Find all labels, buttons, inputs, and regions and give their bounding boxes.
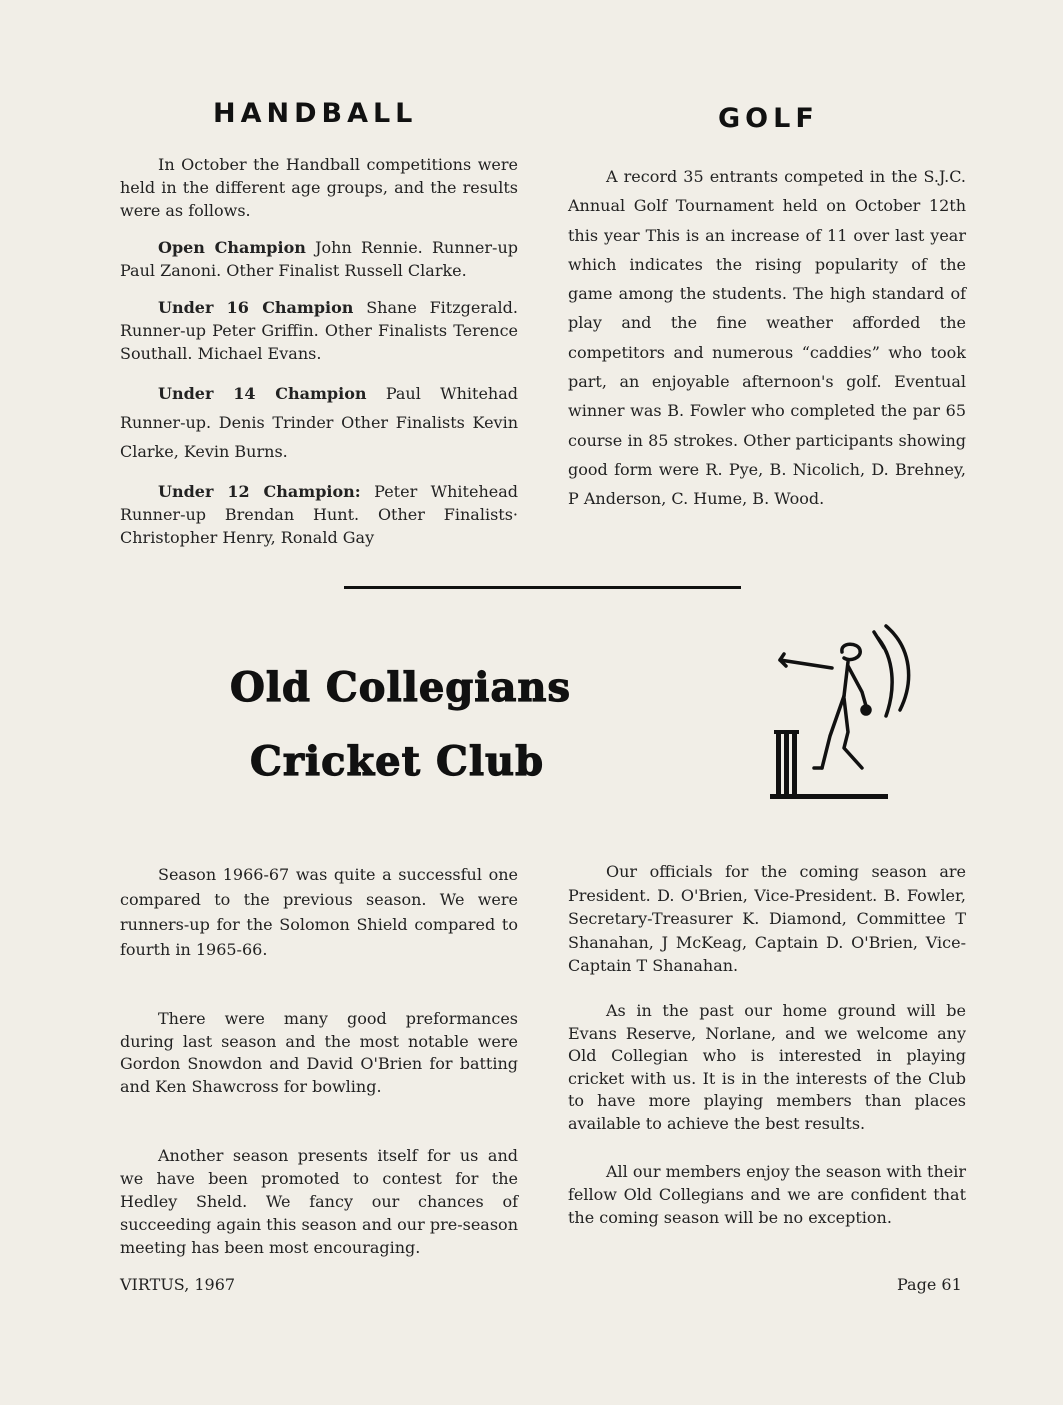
handball-section [120, 153, 518, 563]
section-divider [344, 586, 741, 589]
handball-heading: HANDBALL [213, 98, 418, 129]
handball-intro: In October the Handball competitions were held in the different age groups, and the results were as follows. [120, 155, 518, 220]
footer-page-number: Page 61 [897, 1275, 962, 1294]
club-title-line1: Old Collegians [230, 664, 571, 711]
cricket-paragraph: There were many good preformances during last season and the most notable were Gordon Snowdon and David O'Brien for batting and Ken Shawcross for bowling. [120, 1009, 518, 1096]
result-text: Paul Whitehad Runner-up. Denis Trinder Other Finalists Kevin Clarke, Kevin Burns. [120, 384, 518, 461]
result-lead: Open Champion [158, 238, 306, 257]
cricketer-bowling-icon [770, 618, 920, 803]
cricket-right-column [568, 860, 966, 1243]
cricket-paragraph: Season 1966-67 was quite a successful one compared to the previous season. We were runners-up for the Solomon Shield compared to fourth in 1965-66. [120, 865, 518, 959]
golf-text: A record 35 entrants competed in the S.J.C. Annual Golf Tournament held on October 12th this year This is an increase of 11 over last year which indicates the rising popularity of the game among the students. The high standard of play and the fine weather afforded the competitors and numerous “caddies” who took part, an enjoyable afternoon's golf. Eventual winner was B. Fowler who completed the par 65 course in 85 strokes. Other participants showing good form were R. Pye, B. Nicolich, D. Brehney, P Anderson, C. Hume, B. Wood. [568, 167, 966, 509]
result-text: Shane Fitzgerald. Runner-up Peter Griffin. Other Finalists Terence Southall. Michael Evans. [120, 298, 518, 363]
cricket-paragraph: Another season presents itself for us and we have been promoted to contest for the Hedley Sheld. We fancy our chances of succeeding again this season and our pre-season meeting has been most encouraging. [120, 1146, 518, 1258]
cricket-paragraph: All our members enjoy the season with their fellow Old Collegians and we are confident that the coming season will be no exception. [568, 1161, 966, 1227]
handball-result-under12 [120, 480, 518, 549]
club-title-line2: Cricket Club [250, 738, 545, 785]
result-lead: Under 14 Champion [158, 384, 367, 403]
cricket-left-column [120, 862, 518, 1273]
golf-section [568, 162, 966, 528]
cricket-paragraph: As in the past our home ground will be Evans Reserve, Norlane, and we welcome any Old Collegian who is interested in playing cricket with us. It is in the interests of the Club to have more playing members than places available to achieve the best results. [568, 1000, 966, 1133]
result-lead: Under 12 Champion: [158, 482, 361, 501]
handball-result-under16 [120, 296, 518, 365]
cricket-paragraph: Our officials for the coming season are President. D. O'Brien, Vice-President. B. Fowler, Secretary-Treasurer K. Diamond, Committee T Shanahan, J McKeag, Captain D. O'Brien, Vice-Captain T Shanahan. [568, 862, 966, 976]
handball-result-open [120, 236, 518, 282]
footer-publication: VIRTUS, 1967 [120, 1275, 236, 1294]
result-lead: Under 16 Champion [158, 298, 354, 317]
handball-result-under14 [120, 379, 518, 466]
result-text: John Rennie. Runner-up Paul Zanoni. Other Finalist Russell Clarke. [120, 238, 518, 280]
golf-heading: GOLF [718, 103, 819, 134]
result-text: Peter Whitehead Runner-up Brendan Hunt. Other Finalists· Christopher Henry, Ronald Gay [120, 482, 518, 547]
